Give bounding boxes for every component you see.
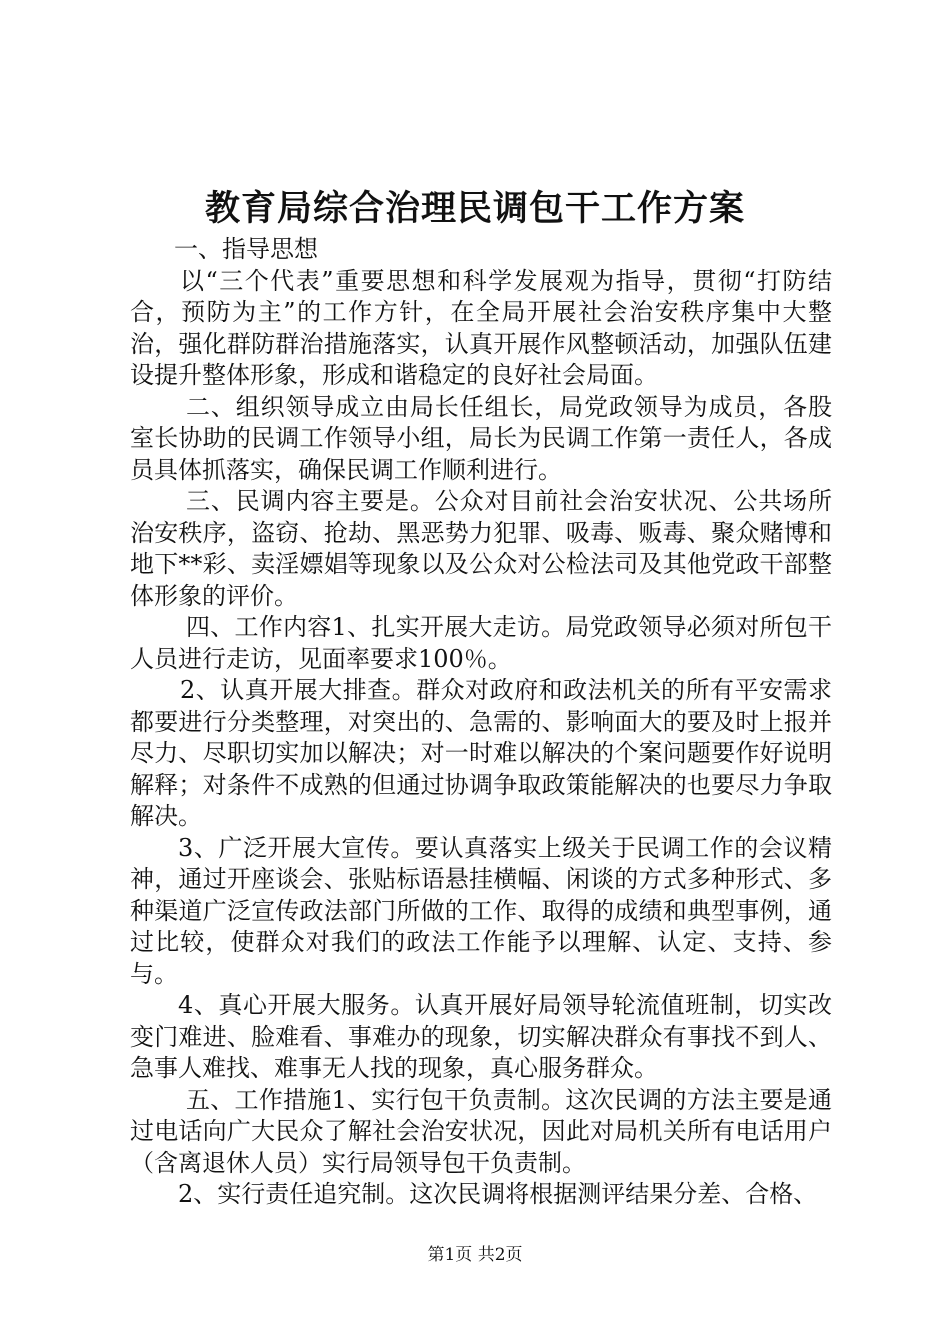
paragraph-service: 4、真心开展大服务。认真开展好局领导轮流值班制，切实改变门难进、脸难看、事难办的现象，切实解决群众有事找不到人、急事人难找、难事无人找的现象，真心服务群众。 bbox=[130, 991, 832, 1082]
paragraph-accountability: 2、实行责任追究制。这次民调将根据测评结果分差、合格、 bbox=[178, 1180, 818, 1208]
paragraph-work-content: 四、工作内容1、扎实开展大走访。局党政领导必须对所包干人员进行走访，见面率要求100％。 bbox=[130, 613, 832, 673]
paragraph-guiding-thought: 以“三个代表”重要思想和科学发展观为指导，贯彻“打防结合，预防为主”的工作方针，在全局开展社会治安秩序集中大整治，强化群防群治措施落实，认真开展作风整顿活动，加强队伍建设提升整体形象，形成和谐稳定的良好社会局面。 bbox=[130, 266, 832, 389]
paragraph-heading-guiding-thought: 一、指导思想 bbox=[174, 235, 318, 263]
document-title: 教育局综合治理民调包干工作方案 bbox=[204, 188, 745, 229]
document-body bbox=[130, 234, 832, 1211]
paragraph-investigation: 2、认真开展大排查。群众对政府和政法机关的所有平安需求都要进行分类整理，对突出的、急需的、影响面大的要及时上报并尽力、尽职切实加以解决；对一时难以解决的个案问题要作好说明解释；对条件不成熟的但通过协调争取政策能解决的也要尽力争取解决。 bbox=[130, 676, 832, 830]
paragraph-organization: 二、组织领导成立由局长任组长，局党政领导为成员，各股室长协助的民调工作领导小组，局长为民调工作第一责任人，各成员具体抓落实，确保民调工作顺利进行。 bbox=[130, 392, 832, 484]
paragraph-survey-content: 三、民调内容主要是。公众对目前社会治安状况、公共场所治安秩序，盗窃、抢劫、黑恶势力犯罪、吸毒、贩毒、聚众赌博和地下**彩、卖淫嫖娼等现象以及公众对公检法司及其他党政干部整体形象的评价。 bbox=[130, 487, 832, 610]
paragraph-publicity: 3、广泛开展大宣传。要认真落实上级关于民调工作的会议精神，通过开座谈会、张贴标语悬挂横幅、闲谈的方式多种形式、多种渠道广泛宣传政法部门所做的工作、取得的成绩和典型事例，通过比较，使群众对我们的政法工作能予以理解、认定、支持、参与。 bbox=[130, 833, 832, 988]
paragraph-measures: 五、工作措施1、实行包干负责制。这次民调的方法主要是通过电话向广大民众了解社会治安状况，因此对局机关所有电话用户（含离退休人员）实行局领导包干负责制。 bbox=[130, 1085, 832, 1177]
page-footer: 第1页 共2页 bbox=[427, 1245, 523, 1265]
